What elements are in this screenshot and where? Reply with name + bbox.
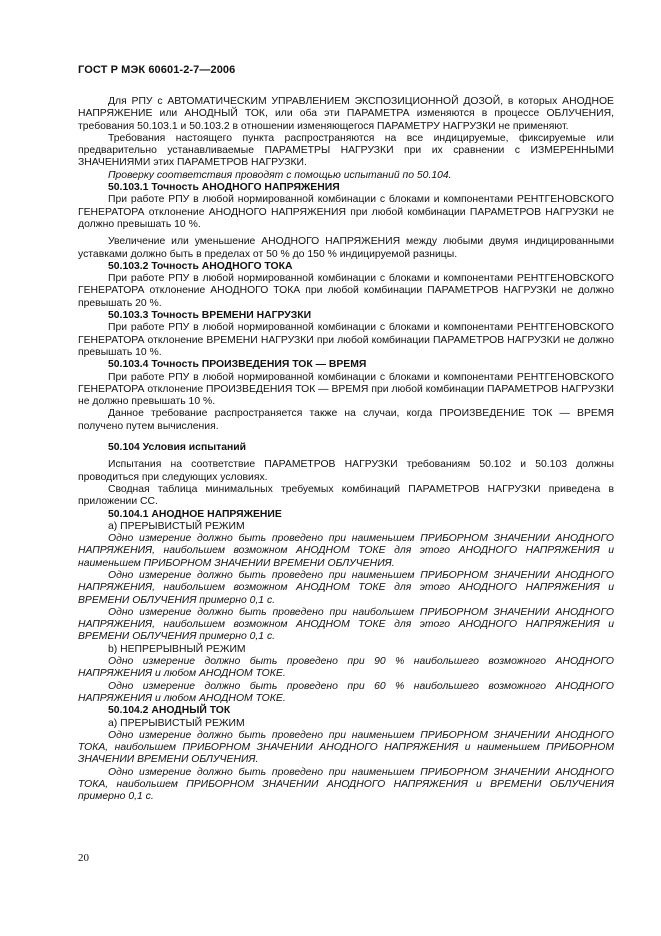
paragraph: При работе РПУ в любой нормированной комбинации с блоками и компонентами РЕНТГЕНОВСКОГО ГЕНЕРАТОРА отклонение ПРОИЗВЕДЕНИЯ ТОК — ВРЕМЯ при любой комбинации ПАРАМЕТРОВ НАГРУЗКИ не должно превышать 10 %. (78, 371, 614, 408)
paragraph: Одно измерение должно быть проведено при наименьшем ПРИБОРНОМ ЗНАЧЕНИИ АНОДНОГО ТОКА, наибольшем ПРИБОРНОМ ЗНАЧЕНИИ АНОДНОГО НАПРЯЖЕНИЯ и наименьшем ПРИБОРНОМ ЗНАЧЕНИИ ВРЕМЕНИ ОБЛУЧЕНИЯ. (78, 729, 614, 766)
paragraph: При работе РПУ в любой нормированной комбинации с блоками и компонентами РЕНТГЕНОВСКОГО ГЕНЕРАТОРА отклонение ВРЕМЕНИ НАГРУЗКИ при любой комбинации ПАРАМЕТРОВ НАГРУЗКИ не должно превышать 10 %. (78, 322, 614, 358)
document-header: ГОСТ Р МЭК 60601-2-7—2006 (78, 64, 236, 76)
paragraph: Одно измерение должно быть проведено при наименьшем ПРИБОРНОМ ЗНАЧЕНИИ АНОДНОГО НАПРЯЖЕНИЯ, наибольшем возможном АНОДНОМ ТОКЕ для этого АНОДНОГО НАПРЯЖЕНИЯ и ВРЕМЕНИ ОБЛУЧЕНИЯ примерно 0,1 с. (78, 569, 614, 606)
paragraph: Проверку соответствия проводят с помощью испытаний по 50.104. (108, 169, 452, 181)
paragraph: Сводная таблица минимальных требуемых комбинаций ПАРАМЕТРОВ НАГРУЗКИ приведена в приложении СС. (78, 483, 614, 508)
document-body (78, 96, 614, 804)
paragraph: Испытания на соответствие ПАРАМЕТРОВ НАГРУЗКИ требованиям 50.102 и 50.103 должны проводиться при следующих условиях. (78, 459, 614, 483)
section-heading: 50.104.1 АНОДНОЕ НАПРЯЖЕНИЕ (108, 508, 282, 520)
paragraph: Одно измерение должно быть проведено при наименьшем ПРИБОРНОМ ЗНАЧЕНИИ АНОДНОГО ТОКА, наибольшем ПРИБОРНОМ ЗНАЧЕНИИ АНОДНОГО НАПРЯЖЕНИЯ и ВРЕМЕНИ ОБЛУЧЕНИЯ примерно 0,1 с. (78, 766, 614, 803)
paragraph: При работе РПУ в любой нормированной комбинации с блоками и компонентами РЕНТГЕНОВСКОГО ГЕНЕРАТОРА отклонение АНОДНОГО НАПРЯЖЕНИЯ при любой комбинации ПАРАМЕТРОВ НАГРУЗКИ не должно превышать 10 %. (78, 194, 614, 230)
paragraph: Одно измерение должно быть проведено при 90 % наибольшего возможного АНОДНОГО НАПРЯЖЕНИЯ и любом АНОДНОМ ТОКЕ. (78, 656, 614, 680)
section-heading: 50.103.1 Точность АНОДНОГО НАПРЯЖЕНИЯ (108, 182, 340, 194)
paragraph: Одно измерение должно быть проведено при наименьшем ПРИБОРНОМ ЗНАЧЕНИИ АНОДНОГО НАПРЯЖЕНИЯ, наибольшем возможном АНОДНОМ ТОКЕ для этого АНОДНОГО НАПРЯЖЕНИЯ и наименьшем ПРИБОРНОМ ЗНАЧЕНИИ ВРЕМЕНИ ОБЛУЧЕНИЯ. (78, 533, 614, 569)
paragraph: Увеличение или уменьшение АНОДНОГО НАПРЯЖЕНИЯ между любыми двумя индицированными уставками должно быть в пределах от 50 % до 150 % индицируемой разницы. (78, 236, 614, 260)
list-item: а) ПРЕРЫВИСТЫЙ РЕЖИМ (108, 520, 245, 532)
paragraph: Данное требование распространяется также на случаи, когда ПРОИЗВЕДЕНИЕ ТОК — ВРЕМЯ получено путем вычисления. (78, 408, 614, 432)
paragraph: При работе РПУ в любой нормированной комбинации с блоками и компонентами РЕНТГЕНОВСКОГО ГЕНЕРАТОРА отклонение АНОДНОГО ТОКА при любой комбинации ПАРАМЕТРОВ НАГРУЗКИ не должно превышать 20 %. (78, 273, 614, 309)
paragraph: Одно измерение должно быть проведено при 60 % наибольшего возможного АНОДНОГО НАПРЯЖЕНИЯ и любом АНОДНОМ ТОКЕ. (78, 680, 614, 704)
section-heading: 50.103.3 Точность ВРЕМЕНИ НАГРУЗКИ (108, 310, 312, 322)
list-item: b) НЕПРЕРЫВНЫЙ РЕЖИМ (108, 643, 246, 655)
section-heading: 50.103.2 Точность АНОДНОГО ТОКА (108, 260, 293, 272)
section-heading: 50.104.2 АНОДНЫЙ ТОК (108, 705, 231, 717)
page-number: 20 (78, 852, 89, 864)
list-item: а) ПРЕРЫВИСТЫЙ РЕЖИМ (108, 717, 245, 729)
section-heading: 50.104 Условия испытаний (108, 442, 247, 454)
section-heading: 50.103.4 Точность ПРОИЗВЕДЕНИЯ ТОК — ВРЕМЯ (108, 359, 367, 371)
paragraph: Одно измерение должно быть проведено при наибольшем ПРИБОРНОМ ЗНАЧЕНИИ АНОДНОГО НАПРЯЖЕНИЯ, наибольшем возможном АНОДНОМ ТОКЕ для этого АНОДНОГО НАПРЯЖЕНИЯ и ВРЕМЕНИ ОБЛУЧЕНИЯ примерно 0,1 с. (78, 606, 614, 643)
paragraph: Для РПУ с АВТОМАТИЧЕСКИМ УПРАВЛЕНИЕМ ЭКСПОЗИЦИОННОЙ ДОЗОЙ, в которых АНОДНОЕ НАПРЯЖЕНИЕ или АНОДНЫЙ ТОК, или оба эти ПАРАМЕТРА изменяются в процессе ОБЛУЧЕНИЯ, требования 50.103.1 и 50.103.2 в отношении изменяющегося ПАРАМЕТРУ НАГРУЗКИ не применяют. (78, 96, 614, 132)
paragraph: Требования настоящего пункта распространяются на все индицируемые, фиксируемые или предварительно устанавливаемые ПАРАМЕТРЫ НАГРУЗКИ при их сравнении с ИЗМЕРЕННЫМИ ЗНАЧЕНИЯМИ этих ПАРАМЕТРОВ НАГРУЗКИ. (78, 132, 614, 169)
